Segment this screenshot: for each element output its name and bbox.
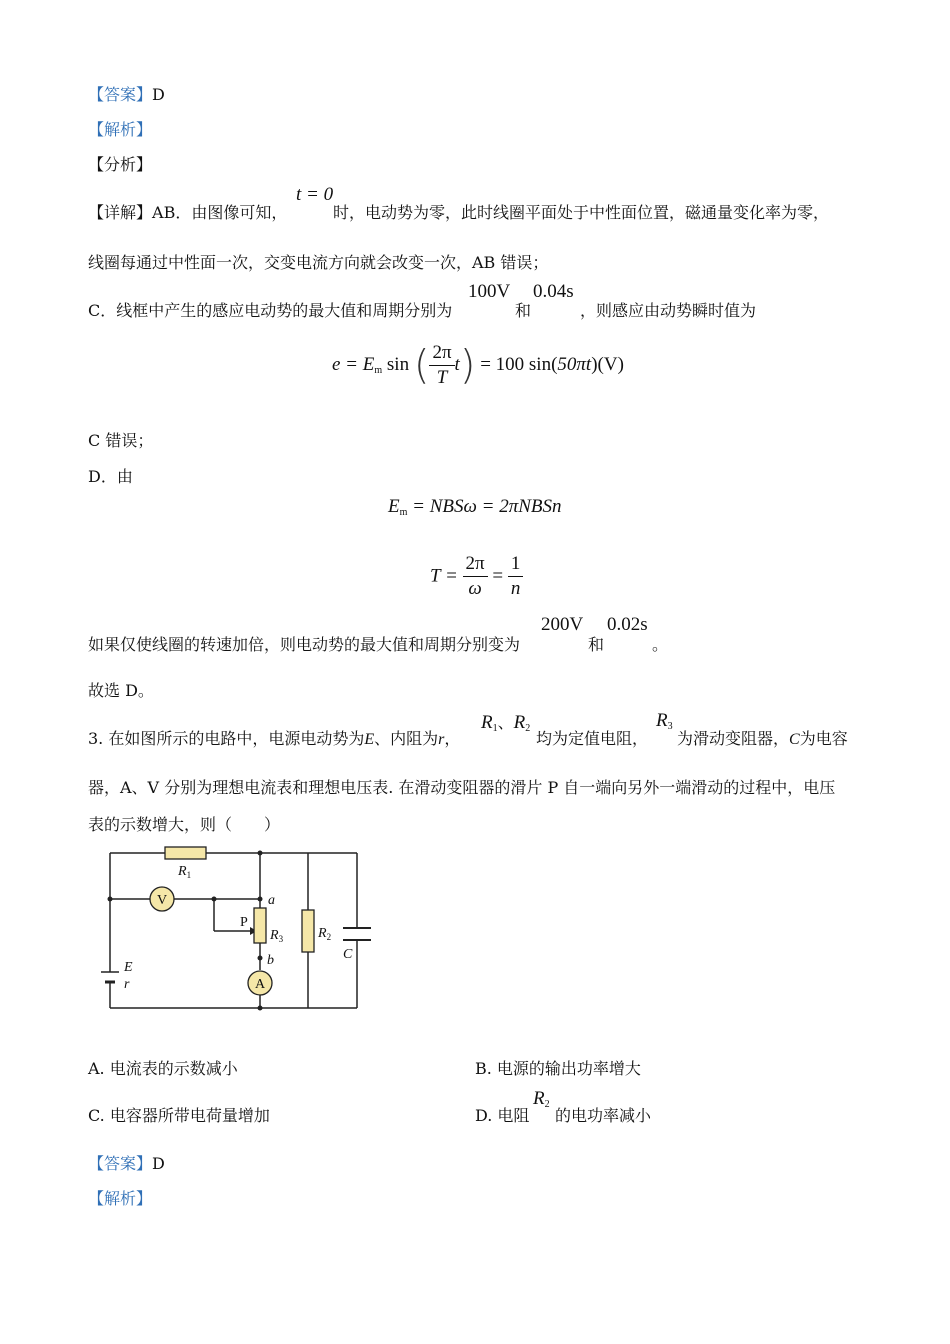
- d-end: 。: [652, 635, 669, 654]
- label-a: a: [268, 893, 275, 908]
- q3-R1R2: [481, 710, 530, 734]
- f1-paren-open: (: [551, 354, 558, 375]
- f1-sin: sin: [382, 354, 410, 375]
- answer-tag: 【答案】: [88, 85, 153, 104]
- d-conclusion: 如果仅使线圈的转速加倍，则电动势的最大值和周期分别变为: [88, 635, 521, 654]
- t-equals-zero: t = 0: [296, 184, 334, 205]
- f3-fraction-2: [508, 553, 524, 600]
- q3-text-f: 为电容: [799, 729, 848, 748]
- f1-sub: m: [374, 365, 383, 376]
- answer2-value: D: [152, 1154, 165, 1173]
- f1-unit: (V): [597, 354, 624, 375]
- resistor-r3: [254, 908, 266, 943]
- detail-tag: 【详解】: [88, 203, 153, 222]
- q3-R1-sub: 1: [492, 723, 498, 734]
- q3-E: E: [364, 731, 375, 748]
- f2-rhs: = NBSω = 2πNBSn: [407, 496, 562, 517]
- c-value-100v: 100V: [468, 281, 511, 302]
- node-bottom: [258, 1006, 263, 1011]
- ammeter-label: A: [254, 977, 266, 992]
- q3-text-a: 3. 在如图所示的电路中，电源电动势为: [88, 729, 365, 748]
- option-d-r: R: [533, 1088, 545, 1109]
- f3-den2: n: [510, 578, 521, 599]
- label-r1: $R_1$: [178, 864, 192, 880]
- option-b: B. 电源的输出功率增大: [475, 1059, 641, 1078]
- formula-period: [430, 553, 523, 600]
- formula-em: [388, 496, 562, 518]
- f1-lhs: e = E: [332, 354, 375, 375]
- label-e: E: [124, 960, 133, 975]
- f1-num: 2π: [429, 342, 454, 366]
- q3-C: C: [789, 731, 800, 748]
- node-b: [258, 956, 263, 961]
- f1-t: t: [454, 354, 460, 375]
- c-value-004s: 0.04s: [533, 281, 574, 302]
- resistor-r1: [165, 847, 206, 859]
- c-wrong: C 错误；: [88, 431, 154, 450]
- formula-emf: [332, 340, 624, 390]
- q3-R2-sub: 2: [525, 723, 531, 734]
- q3-R1: R: [481, 712, 493, 733]
- label-c: C: [343, 947, 353, 962]
- option-c: C. 电容器所带电荷量增加: [88, 1106, 270, 1125]
- q3-sep: 、: [497, 715, 514, 732]
- f3-num1: 2π: [463, 553, 488, 577]
- answer-line-2: [88, 1151, 165, 1174]
- option-d-r2: [533, 1088, 550, 1110]
- f1-rhs: = 100 sin: [480, 354, 552, 375]
- c-text-1: C．线框中产生的感应电动势的最大值和周期分别为: [88, 301, 453, 320]
- q3-R2: R: [513, 712, 526, 733]
- d-value-002s: 0.02s: [607, 614, 648, 635]
- node-v-branch: [212, 897, 217, 902]
- option-a: A. 电流表的示数减小: [88, 1059, 238, 1078]
- node-left: [108, 897, 113, 902]
- answer-value: D: [152, 85, 165, 104]
- q3-r: r: [438, 731, 445, 748]
- voltmeter-label: V: [156, 893, 168, 908]
- option-d: [475, 1103, 529, 1126]
- node-top: [258, 851, 263, 856]
- c-text-2: ，则感应由动势瞬时值为: [580, 301, 757, 320]
- q3-R3: [656, 710, 673, 732]
- left-paren: (: [413, 342, 430, 389]
- option-d-r-sub: 2: [544, 1099, 550, 1110]
- q3-text-c: ，: [444, 729, 461, 748]
- f1-fraction: [429, 342, 454, 389]
- q3-text-e-a: 为滑动变阻器，: [677, 729, 790, 748]
- q3-line-3: 表的示数增大，则（ ）: [88, 815, 281, 834]
- f2-lhs: E: [388, 496, 400, 517]
- analysis2-tag: 【解析】: [88, 1189, 153, 1208]
- detail-ab-line-2: 线圈每通过中性面一次，交变电流方向就会改变一次，AB 错误；: [88, 253, 549, 272]
- choose-d: 故选 D。: [88, 681, 154, 700]
- f1-arg: 50πt: [557, 354, 592, 375]
- q3-text-d: 均为定值电阻，: [536, 729, 649, 748]
- answer-line-1: [88, 82, 165, 105]
- option-d-text-b: 的电功率减小: [555, 1106, 652, 1125]
- f3-num2: 1: [508, 553, 524, 577]
- q3-text-e: [677, 726, 848, 749]
- detail-ab-text: AB．由图像可知，: [152, 203, 288, 222]
- fenxi-tag: 【分析】: [88, 155, 153, 174]
- label-r: r: [124, 977, 130, 992]
- q3-text-b: 、内阻为: [374, 729, 439, 748]
- right-paren: ): [459, 342, 476, 389]
- f1-paren-close: ): [591, 354, 598, 375]
- node-a: [258, 897, 263, 902]
- q3-line-2: 器，A、V 分别为理想电流表和理想电压表. 在滑动变阻器的滑片 P 自一端向另外一端滑动的过程中，电压: [88, 778, 836, 797]
- label-p: P: [240, 915, 248, 930]
- f3-den1: ω: [468, 578, 482, 599]
- q3-R3-sub: 3: [667, 721, 673, 732]
- f3-lhs: T =: [430, 565, 458, 587]
- answer2-tag: 【答案】: [88, 1154, 153, 1173]
- detail-ab-text-2: 时，电动势为零，此时线圈平面处于中性面位置，磁通量变化率为零，: [333, 203, 830, 222]
- label-b: b: [267, 953, 274, 968]
- f1-den: T: [436, 367, 448, 389]
- f3-eq: =: [492, 565, 504, 587]
- analysis-tag: 【解析】: [88, 120, 153, 139]
- label-r3: $R_3$: [270, 928, 284, 944]
- circuit-diagram: [90, 840, 400, 1025]
- detail-line-1: [88, 200, 287, 223]
- f2-sub: m: [399, 507, 408, 518]
- resistor-r2: [302, 910, 314, 952]
- q3-R3-letter: R: [656, 710, 668, 731]
- label-r2: $R_2$: [318, 926, 332, 942]
- f3-fraction-1: [463, 553, 488, 600]
- c-and: 和: [515, 301, 532, 320]
- option-d-text-a: D. 电阻: [475, 1106, 530, 1125]
- q3-line-1: [88, 726, 460, 749]
- d-text: D．由: [88, 467, 133, 486]
- d-value-200v: 200V: [541, 614, 584, 635]
- d-and: 和: [588, 635, 605, 654]
